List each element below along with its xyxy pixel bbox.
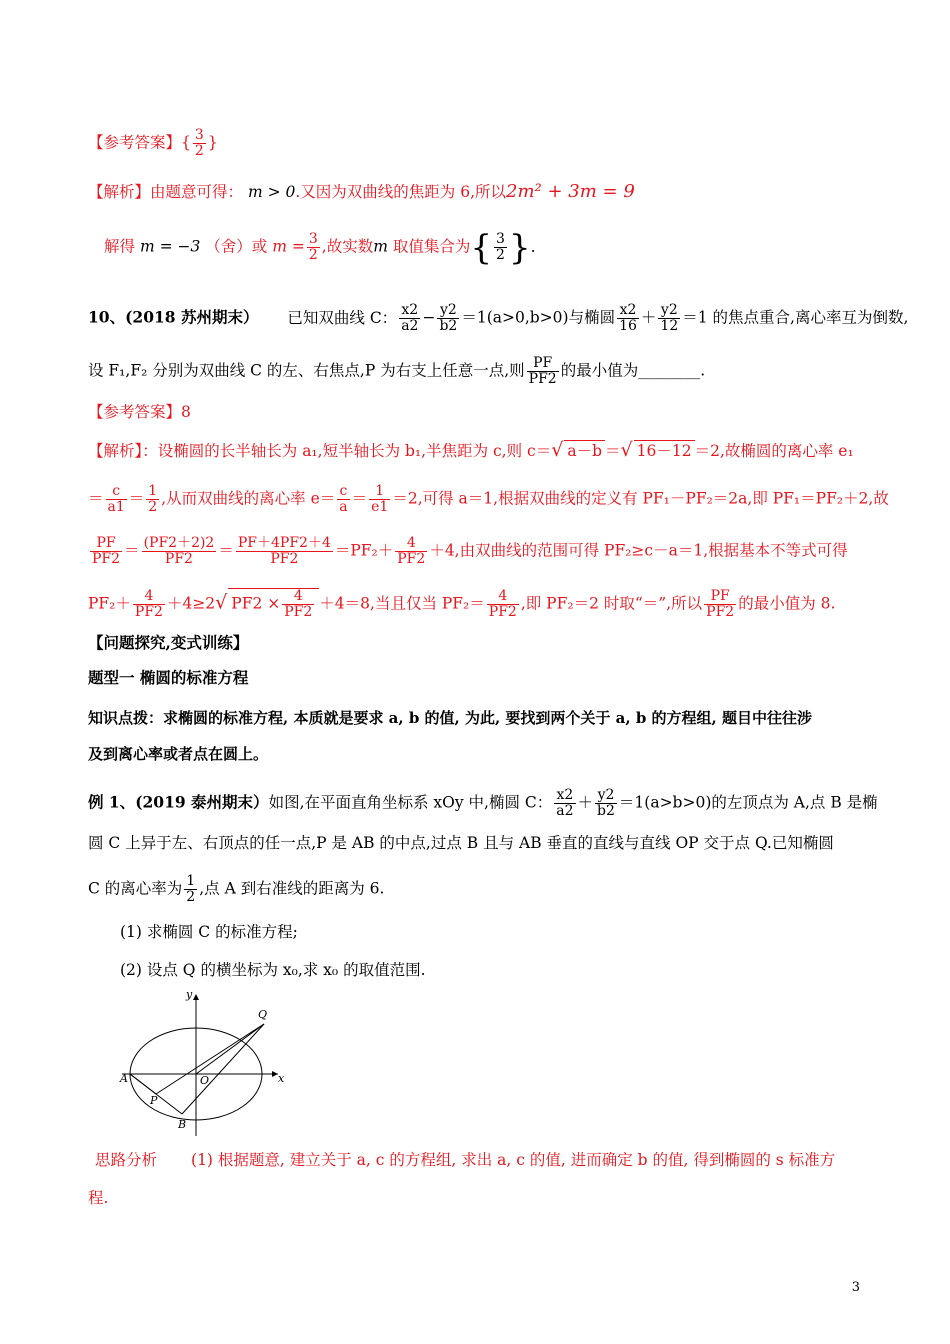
- q10-analysis-line4: PF₂＋ $\frac{4}{PF2}$ ＋4≥2√ PF2 × $\frac{4}{PF2}$ ＋4＝8,当且仅当 PF₂＝ $\frac{4}{PF2}$ ,即 PF₂＝2 时取“＝”,所以 $\frac{PF}{PF2}$ 的最小值为 8.: [88, 588, 836, 620]
- answer-fraction: $\frac{3}{2}$: [194, 127, 204, 159]
- q9-answer-line: [88, 128, 218, 159]
- y-arrow: [193, 994, 199, 1000]
- idea-label: 思路分析: [95, 1151, 158, 1169]
- answer-label: 【参考答案】: [88, 133, 182, 152]
- page-number: 3: [851, 1280, 860, 1295]
- label-b: B: [178, 1118, 187, 1131]
- question-number: 10、: [88, 307, 126, 327]
- q10-analysis-line1: 【解析】：设椭圆的长半轴长为 a₁,短半轴长为 b₁,半焦距为 c,则 c＝√ a－b ＝√ 16－12 ＝2,故椭圆的离心率 e₁: [88, 439, 854, 461]
- ex1-question-2: (2) 设点 Q 的横坐标为 x₀,求 x₀ 的取值范围.: [120, 961, 426, 979]
- ex1-line1: 例 1、(2019 泰州期末）如图,在平面直角坐标系 xOy 中,椭圆 C： $\frac{x2}{a2}$ ＋ $\frac{y2}{b2}$ ＝1(a>b>0)的左顶点为 A,点 B 是椭: [88, 787, 878, 819]
- type-heading: 题型一 椭圆的标准方程: [88, 668, 249, 687]
- label-o: O: [200, 1074, 210, 1087]
- idea-line2: 程.: [88, 1189, 109, 1207]
- q10-stem-line1: 10、(2018 苏州期末） 已知双曲线 C： $\frac{x2}{a2}$ − $\frac{y2}{b2}$ ＝1(a>0,b>0)与椭圆 $\frac{x2}{16}$ ＋ $\frac{y2}{12}$ ＝1 的焦点重合,离心率互为倒数,: [88, 302, 909, 334]
- brace: }: [207, 133, 218, 152]
- example-source: (2019 泰州期末）: [135, 792, 269, 812]
- label-x: x: [278, 1072, 285, 1085]
- answer-value: 8: [181, 403, 191, 421]
- question-source: (2018 苏州期末）: [125, 307, 259, 327]
- ex1-line3: C 的离心率为 $\frac{1}{2}$ ,点 A 到右准线的距离为 6.: [88, 873, 385, 905]
- label-a: A: [120, 1072, 128, 1085]
- label-y: y: [186, 988, 193, 1001]
- q9-analysis-line: 【解析】由题意可得： m > 0.又因为双曲线的焦距为 6,所以2m² + 3m = 9: [88, 181, 635, 202]
- q10-answer-line: [88, 402, 191, 422]
- analysis-label: 【解析】：: [88, 442, 158, 460]
- answer-label: 【参考答案】: [88, 403, 182, 421]
- line-oq: [196, 1024, 264, 1074]
- q10-analysis-line2: ＝ $\frac{c}{a1}$ ＝ $\frac{1}{2}$ ,从而双曲线的离心率 e＝ $\frac{c}{a}$ ＝ $\frac{1}{e1}$ ＝2,可得 a＝1,根据双曲线的定义有 PF₁－PF₂＝2a,即 PF₁＝PF₂＋2,故: [88, 483, 889, 515]
- q9-solution-line: 解得 m = −3 （舍）或 m = $\frac{3}{2}$ ,故实数m 取值集合为{ $\frac{3}{2}$ }.: [104, 227, 536, 268]
- label-q: Q: [258, 1008, 268, 1021]
- analysis-label: 【解析】: [88, 183, 151, 201]
- tip-line1: 知识点拨：求椭圆的标准方程, 本质就是要求 a, b 的值, 为此, 要找到两个关于 a, b 的方程组, 题目中往往涉: [88, 709, 812, 727]
- q10-analysis-line3: $\frac{PF}{PF2}$ ＝ $\frac{(PF2+2)2}{PF2}$ ＝ $\frac{PF+4PF2+4}{PF2}$ ＝PF₂＋ $\frac{4}{PF2}$ ＋4,由双曲线的范围可得 PF₂≥c－a＝1,根据基本不等式可得: [92, 535, 848, 567]
- section-title: 【问题探究,变式训练】: [88, 633, 249, 652]
- q10-stem-line2: 设 F₁,F₂ 分别为双曲线 C 的左、右焦点,P 为右支上任意一点,则 $\frac{PF}{PF2}$ 的最小值为________.: [88, 355, 706, 387]
- brace: {: [181, 133, 191, 152]
- example-label: 例 1、: [88, 792, 136, 812]
- label-p: P: [150, 1094, 158, 1107]
- ex1-line2: 圆 C 上异于左、右顶点的任一点,P 是 AB 的中点,过点 B 且与 AB 垂直的直线与直线 OP 交于点 Q.已知椭圆: [88, 834, 834, 852]
- ex1-question-1: (1) 求椭圆 C 的标准方程;: [120, 923, 298, 941]
- ellipse-figure: [118, 986, 298, 1142]
- tip-line2: 及到离心率或者点在圆上。: [88, 745, 269, 763]
- idea-line1: 思路分析 (1) 根据题意, 建立关于 a, c 的方程组, 求出 a, c 的值, 进而确定 b 的值, 得到椭圆的 s 标准方: [95, 1151, 836, 1169]
